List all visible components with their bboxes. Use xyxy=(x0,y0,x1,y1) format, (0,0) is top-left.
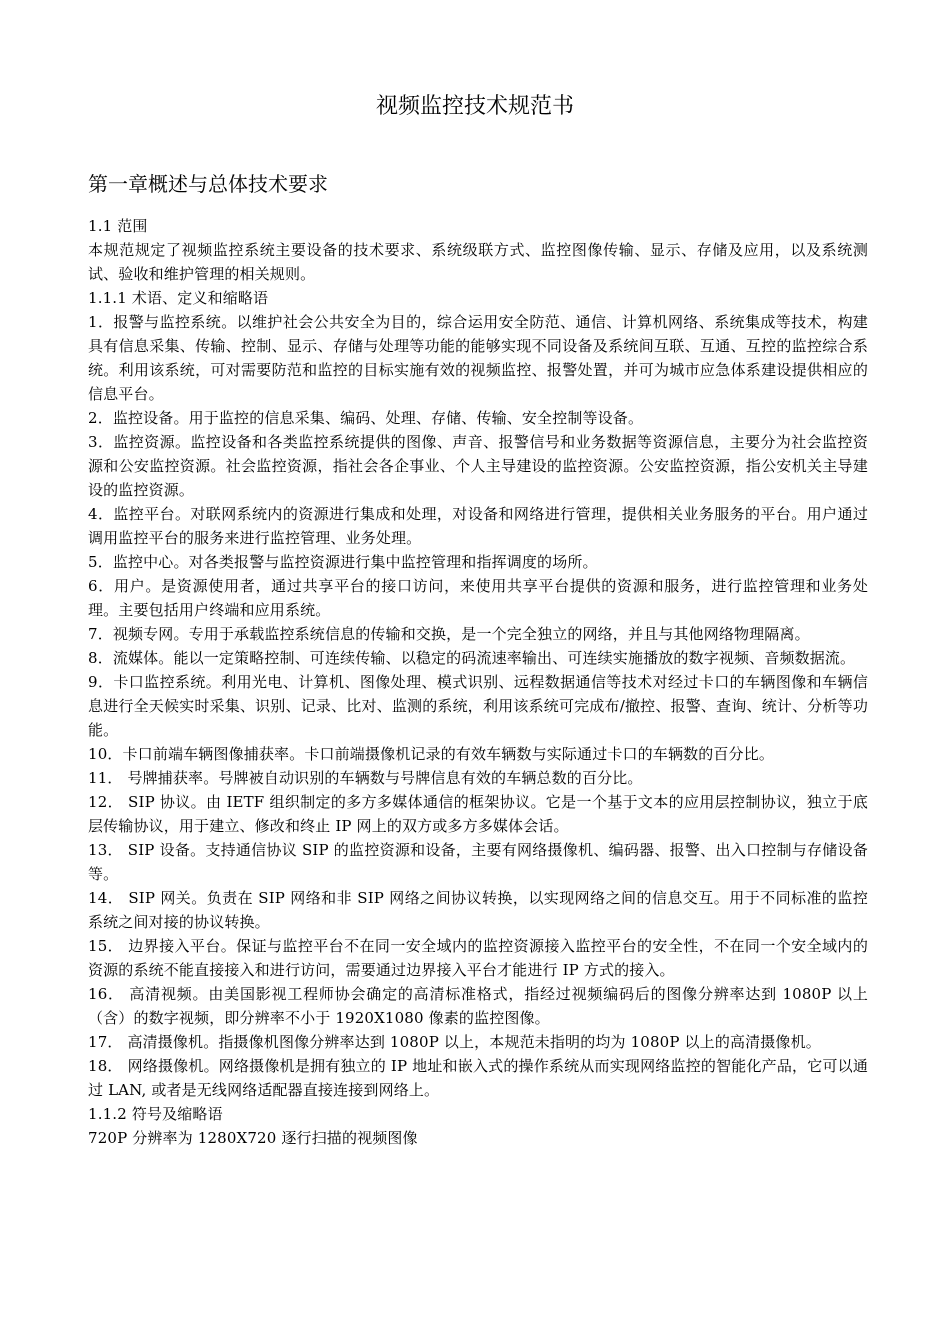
term-item: 7．视频专网。专用于承载监控系统信息的传输和交换，是一个完全独立的网络，并且与其他网络物理隔离。 xyxy=(88,625,810,643)
term-item: 15． 边界接入平台。保证与监控平台不在同一安全域内的监控资源接入监控平台的安全性，不在同一个安全域内的资源的系统不能直接接入和进行访问，需要通过边界接入平台才能进行 IP 方式的接入。 xyxy=(88,937,868,979)
term-item: 1．报警与监控系统。以维护社会公共安全为目的，综合运用安全防范、通信、计算机网络、系统集成等技术，构建具有信息采集、传输、控制、显示、存储与处理等功能的能够实现不同设备及系统间互联、互通、互控的监控综合系统。利用该系统，可对需要防范和监控的目标实施有效的视频监控、报警处置，并可为城市应急体系建设提供相应的信息平台。 xyxy=(88,313,868,403)
term-item: 14． SIP 网关。负责在 SIP 网络和非 SIP 网络之间协议转换，以实现网络之间的信息交互。用于不同标准的监控系统之间对接的协议转换。 xyxy=(88,889,868,931)
document-title: 视频监控技术规范书 xyxy=(375,94,574,119)
section-heading-1-1: 1.1 范围 xyxy=(88,217,148,235)
section-heading-1-1-2: 1.1.2 符号及缩略语 xyxy=(88,1105,223,1123)
document-body xyxy=(88,214,868,1150)
term-item: 8．流媒体。能以一定策略控制、可连续传输、以稳定的码流速率输出、可连续实施播放的数字视频、音频数据流。 xyxy=(88,649,856,667)
term-item: 5．监控中心。对各类报警与监控资源进行集中监控管理和指挥调度的场所。 xyxy=(88,553,598,571)
term-item: 16． 高清视频。由美国影视工程师协会确定的高清标准格式，指经过视频编码后的图像分辨率达到 1080P 以上（含）的数字视频，即分辨率不小于 1920X1080 像素的监控图像。 xyxy=(88,985,868,1027)
term-item: 6．用户。是资源使用者，通过共享平台的接口访问，来使用共享平台提供的资源和服务，进行监控管理和业务处理。主要包括用户终端和应用系统。 xyxy=(88,577,868,619)
section-heading-1-1-1: 1.1.1 术语、定义和缩略语 xyxy=(88,289,269,307)
term-item: 2．监控设备。用于监控的信息采集、编码、处理、存储、传输、安全控制等设备。 xyxy=(88,409,644,427)
abbreviation-item: 720P 分辨率为 1280X720 逐行扫描的视频图像 xyxy=(88,1129,418,1147)
term-item: 17． 高清摄像机。指摄像机图像分辨率达到 1080P 以上，本规范未指明的均为 1080P 以上的高清摄像机。 xyxy=(88,1033,821,1051)
term-item: 12． SIP 协议。由 IETF 组织制定的多方多媒体通信的框架协议。它是一个基于文本的应用层控制协议，独立于底层传输协议，用于建立、修改和终止 IP 网上的双方或多方多媒体会话。 xyxy=(88,793,868,835)
term-item: 13． SIP 设备。支持通信协议 SIP 的监控资源和设备，主要有网络摄像机、编码器、报警、出入口控制与存储设备等。 xyxy=(88,841,868,883)
term-item: 18． 网络摄像机。网络摄像机是拥有独立的 IP 地址和嵌入式的操作系统从而实现网络监控的智能化产品，它可以通过 LAN, 或者是无线网络适配器直接连接到网络上。 xyxy=(88,1057,868,1099)
term-item: 9．卡口监控系统。利用光电、计算机、图像处理、模式识别、远程数据通信等技术对经过卡口的车辆图像和车辆信息进行全天候实时采集、识别、记录、比对、监测的系统，利用该系统可完成布/撤控、报警、查询、统计、分析等功能。 xyxy=(88,673,868,739)
term-item: 3．监控资源。监控设备和各类监控系统提供的图像、声音、报警信号和业务数据等资源信息，主要分为社会监控资源和公安监控资源。社会监控资源，指社会各企事业、个人主导建设的监控资源。公安监控资源，指公安机关主导建设的监控资源。 xyxy=(88,433,868,499)
term-item: 4．监控平台。对联网系统内的资源进行集成和处理，对设备和网络进行管理，提供相关业务服务的平台。用户通过调用监控平台的服务来进行监控管理、业务处理。 xyxy=(88,505,868,547)
term-item: 11． 号牌捕获率。号牌被自动识别的车辆数与号牌信息有效的车辆总数的百分比。 xyxy=(88,769,643,787)
term-item: 10．卡口前端车辆图像捕获率。卡口前端摄像机记录的有效车辆数与实际通过卡口的车辆数的百分比。 xyxy=(88,745,774,763)
chapter-heading: 第一章概述与总体技术要求 xyxy=(88,172,328,196)
scope-paragraph: 本规范规定了视频监控系统主要设备的技术要求、系统级联方式、监控图像传输、显示、存储及应用，以及系统测试、验收和维护管理的相关规则。 xyxy=(88,241,868,283)
